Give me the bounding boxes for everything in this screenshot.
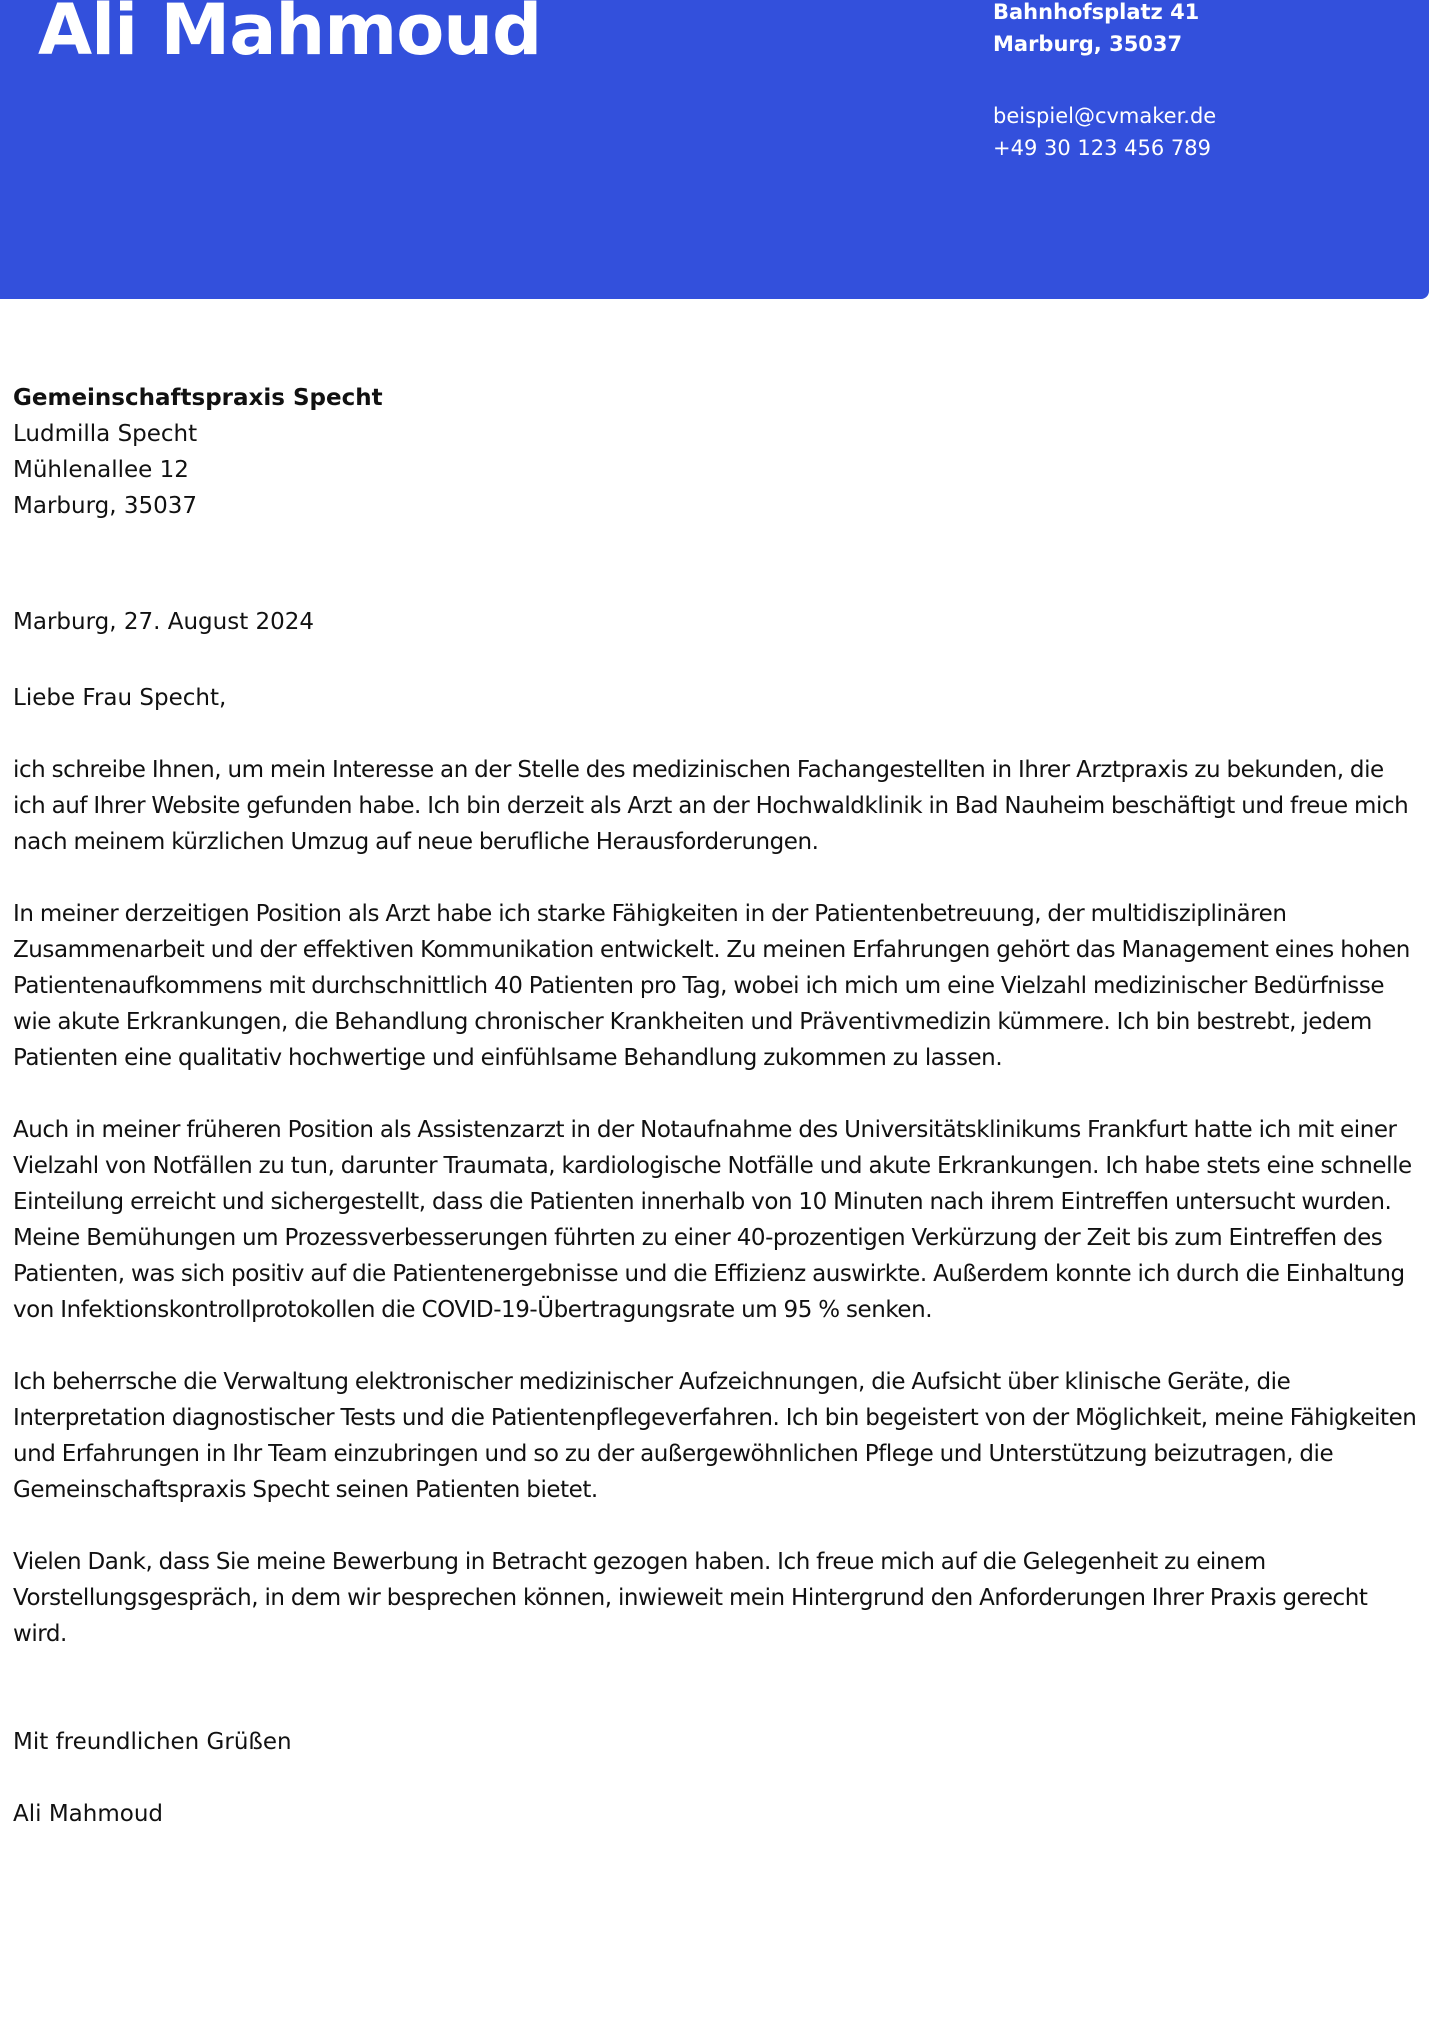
- body-paragraph: In meiner derzeitigen Position als Arzt habe ich starke Fähigkeiten in der Patientenbetreuung, der multidisziplinären Zusammenarbeit und der effektiven Kommunikation entwickelt. Zu meinen Erfahrungen gehört das Management eines hohen Patientenaufkommens mit durchschnittlich 40 Patienten pro Tag, wobei ich mich um eine Vielzahl medizinischer Bedürfnisse wie akute Erkrankungen, die Behandlung chronischer Krankheiten und Präventivmedizin kümmere. Ich bin bestrebt, jedem Patienten eine qualitativ hochwertige und einfühlsame Behandlung zukommen zu lassen.: [13, 901, 1410, 1071]
- recipient-street: Mühlenallee 12: [13, 457, 189, 483]
- recipient-city: Marburg, 35037: [13, 493, 198, 519]
- body-paragraph: Ich beherrsche die Verwaltung elektronischer medizinischer Aufzeichnungen, die Aufsicht über klinische Geräte, die Interpretation diagnostischer Tests und die Patientenpflegeverfahren. Ich bin begeistert von der Möglichkeit, meine Fähigkeiten und Erfahrungen in Ihr Team einzubringen und so zu der außergewöhnlichen Pflege und Unterstützung beizutragen, die Gemeinschaftspraxis Specht seinen Patienten bietet.: [13, 1369, 1417, 1503]
- body-paragraph: Vielen Dank, dass Sie meine Bewerbung in Betracht gezogen haben. Ich freue mich auf die Gelegenheit zu einem Vorstellungsgespräch, in dem wir besprechen können, inwieweit mein Hintergrund den Anforderungen Ihrer Praxis gerecht wird.: [13, 1549, 1368, 1647]
- recipient-company: Gemeinschaftspraxis Specht: [13, 385, 383, 411]
- body-paragraph: ich schreibe Ihnen, um mein Interesse an der Stelle des medizinischen Fachangestellten in Ihrer Arztpraxis zu bekunden, die ich auf Ihrer Website gefunden habe. Ich bin derzeit als Arzt an der Hochwaldklinik in Bad Nauheim beschäftigt und freue mich nach meinem kürzlichen Umzug auf neue berufliche Herausforderungen.: [13, 757, 1409, 855]
- letter-date: Marburg, 27. August 2024: [13, 609, 315, 635]
- recipient-block: [13, 380, 1418, 524]
- letter-header: [0, 0, 1429, 299]
- body-paragraph: Auch in meiner früheren Position als Assistenzarzt in der Notaufnahme des Universitätsklinikums Frankfurt hatte ich mit einer Vielzahl von Notfällen zu tun, darunter Traumata, kardiologische Notfälle und akute Erkrankungen. Ich habe stets eine schnelle Einteilung erreicht und sichergestellt, dass die Patienten innerhalb von 10 Minuten nach ihrem Eintreffen untersucht wurden. Meine Bemühungen um Prozessverbesserungen führten zu einer 40-prozentigen Verkürzung der Zeit bis zum Eintreffen des Patienten, was sich positiv auf die Patientenergebnisse und die Effizienz auswirkte. Außerdem konnte ich durch die Einhaltung von Infektionskontrollprotokollen die COVID-19-Übertragungsrate um 95 % senken.: [13, 1117, 1412, 1323]
- sender-email: beispiel@cvmaker.de: [993, 104, 1217, 128]
- letter-salutation: Liebe Frau Specht,: [13, 685, 227, 711]
- sender-city: Marburg, 35037: [993, 32, 1183, 56]
- letter-signature: Ali Mahmoud: [13, 1801, 163, 1827]
- sender-phone: +49 30 123 456 789: [993, 136, 1211, 160]
- letter-closing: Mit freundlichen Grüßen: [13, 1729, 292, 1755]
- sender-street: Bahnhofsplatz 41: [993, 0, 1200, 24]
- recipient-person: Ludmilla Specht: [13, 421, 198, 447]
- contact-spacer: [993, 60, 1216, 100]
- letter-content: [13, 380, 1418, 1832]
- sender-contact: [993, 0, 1216, 164]
- sender-name: Ali Mahmoud: [38, 0, 542, 71]
- letter-body: [13, 752, 1418, 1652]
